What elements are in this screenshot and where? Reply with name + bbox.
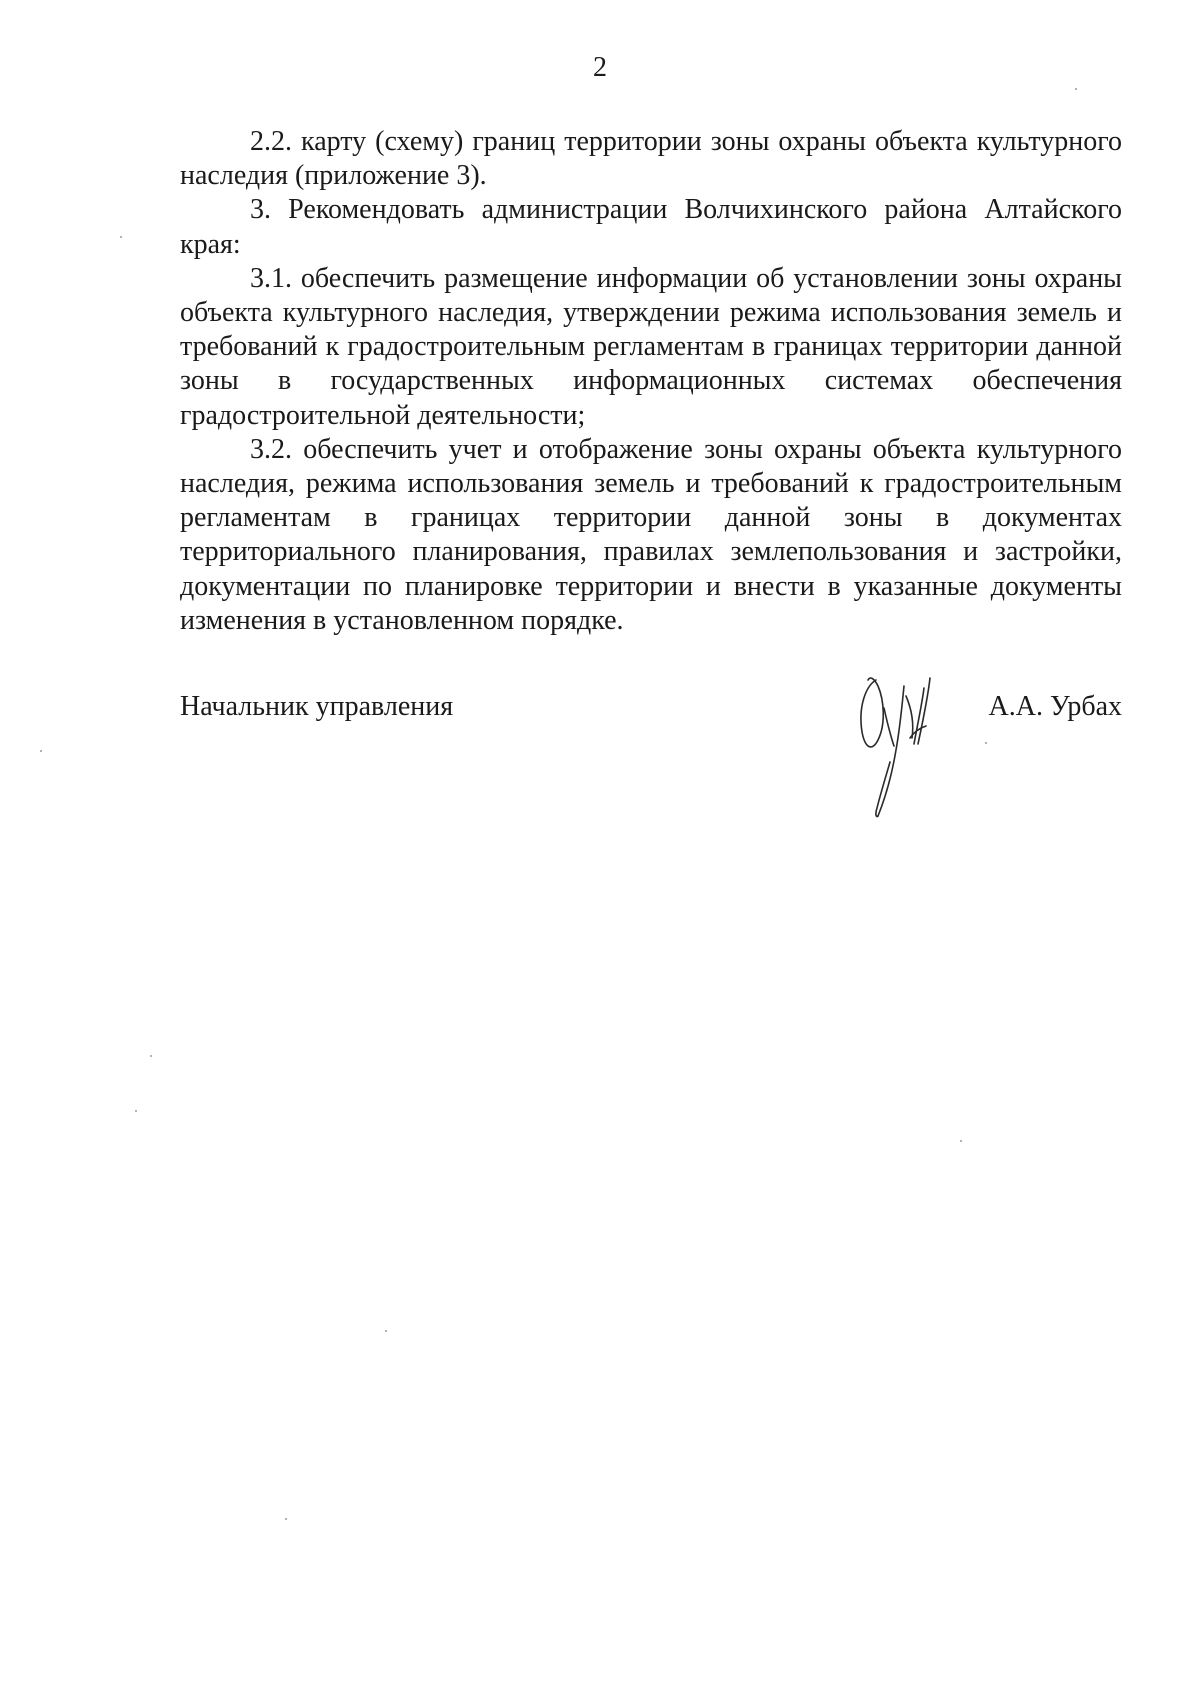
scan-speck [985,742,987,744]
signatory-name: А.А. Урбах [988,691,1122,722]
scan-speck [40,750,42,752]
signature-block [180,690,1122,840]
scan-speck [150,1055,152,1057]
paragraph-3-2: 3.2. обеспечить учет и отображение зоны охраны объекта культурного наследия, режима использования земель и требований к градостроительным регламентам в границах территории данной зоны в документах территориального планирования, правилах землепользования и застройки, документации по планировке территории и внести в указанные документы изменения в установленном порядке. [180,433,1122,636]
scan-speck [120,236,122,238]
paragraph-3: 3. Рекомендовать администрации Волчихинского района Алтайского края: [180,194,1122,260]
paragraph-3-1: 3.1. обеспечить размещение информации об установлении зоны охраны объекта культурного наследия, утверждении режима использования земель и требований к градостроительным регламентам в границах территории данной зоны в государственных информационных системах обеспечения градостроительной деятельности; [180,262,1122,431]
page-number: 2 [593,52,607,83]
scan-speck [385,1330,387,1332]
handwritten-signature [848,666,958,826]
scan-speck [960,1140,962,1142]
scan-speck [285,1518,287,1520]
signatory-title: Начальник управления [180,691,454,722]
scan-speck [135,1110,137,1112]
scan-speck [1075,88,1077,90]
paragraph-2-2: 2.2. карту (схему) границ территории зоны охраны объекта культурного наследия (приложение 3). [180,126,1122,192]
document-body [180,125,1122,638]
